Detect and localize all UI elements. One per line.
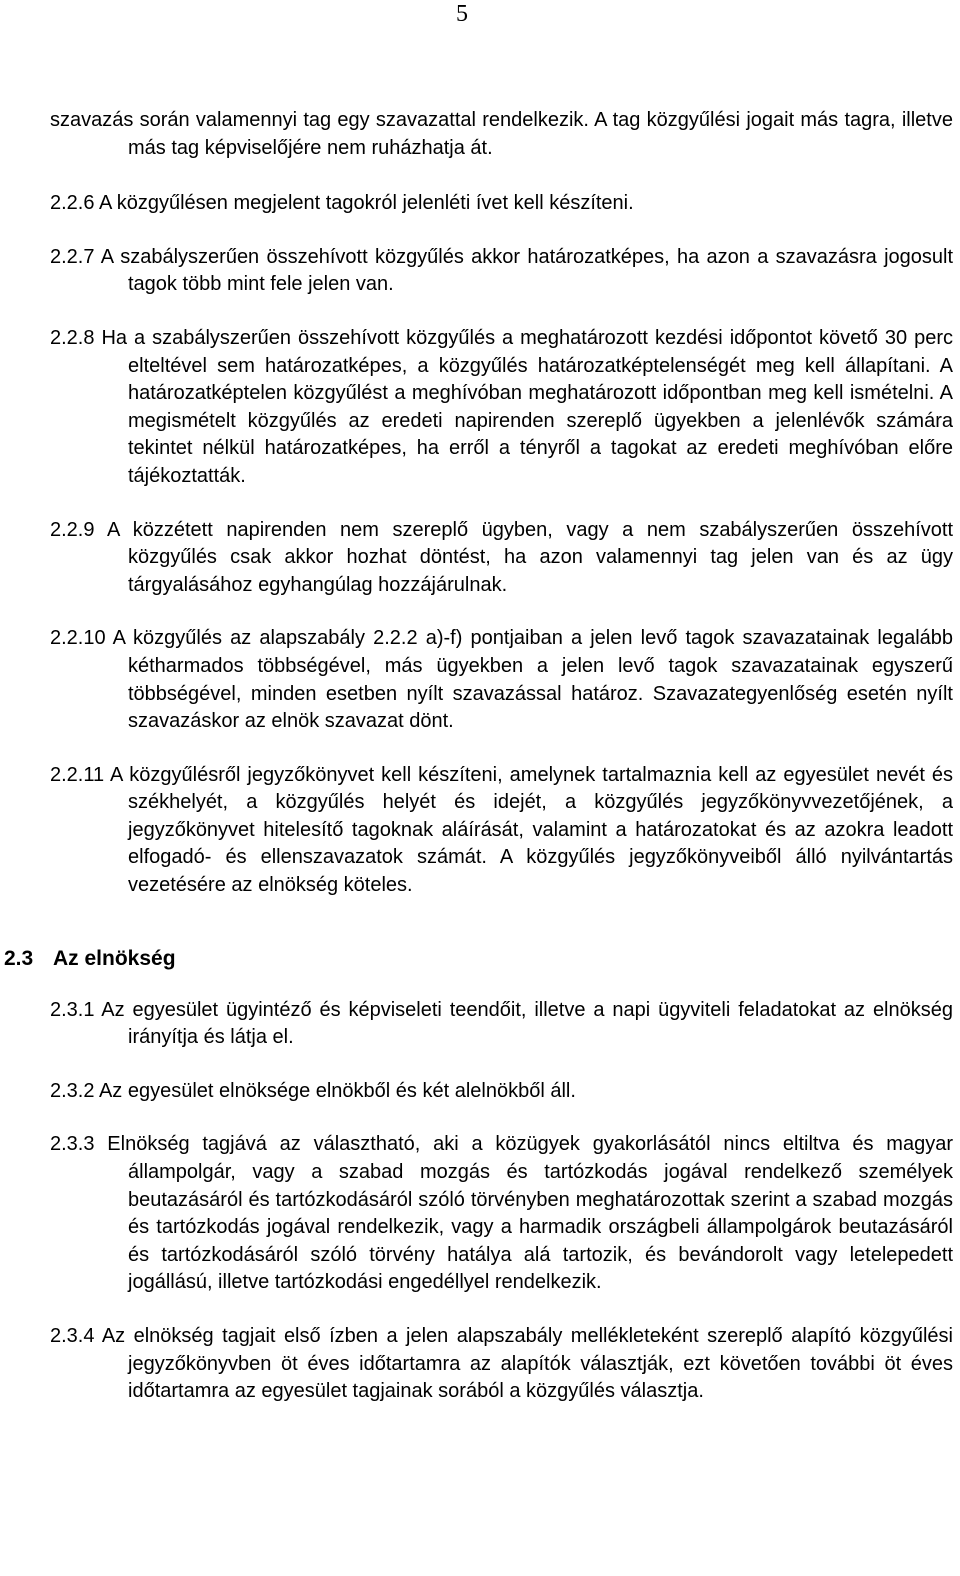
paragraph-text: A szabályszerűen összehívott közgyűlés akkor határozatképes, ha azon a szavazásra jogosult tagok több mint fele jelen van. [100, 245, 954, 296]
paragraph-2-2-9 [50, 517, 953, 600]
paragraph-2-3-4 [50, 1323, 953, 1406]
paragraph-number: 2.3.1 [50, 998, 95, 1021]
paragraph-2-2-10 [50, 625, 953, 735]
paragraph-text: Ha a szabályszerűen összehívott közgyűlés a meghatározott kezdési időpontot követő 30 perc elteltével sem határozatképes, a közgyűlés határozatképtelenségét meg kell állapítani. A határozatképtelen közgyűlést a meghívóban meghatározott időpontban meg kell ismételni. A megismételt közgyűlés az eredeti napirenden szereplő ügyekben a jelenlévők számára tekintet nélkül határozatképes, ha erről a tényről a tagokat az eredeti meghívóban előre tájékoztatták. [101, 326, 953, 487]
document-body [4, 107, 954, 1432]
intro-paragraph: szavazás során valamennyi tag egy szavazattal rendelkezik. A tag közgyűlési jogait más tagra, illetve más tag képviselőjére nem ruházhatja át. [50, 109, 953, 159]
paragraph-number: 2.2.9 [50, 518, 95, 541]
heading-title: Az elnökség [53, 946, 176, 970]
paragraph-number: 2.2.6 [50, 192, 95, 215]
paragraph-text: A közzétett napirenden nem szereplő ügyben, vagy a nem szabályszerűen összehívott közgyűlés csak akkor hozhat döntést, ha azon valamennyi tag jelen van és az ügy tárgyalásához egyhangúlag hozzájárulnak. [106, 518, 954, 596]
paragraph-2-2-8 [50, 325, 953, 491]
section-2-2 [50, 190, 953, 899]
paragraph-number: 2.2.10 [50, 627, 106, 650]
paragraph-number: 2.3.3 [50, 1133, 95, 1156]
paragraph-number: 2.3.2 [50, 1079, 95, 1102]
paragraph-text: Az egyesület ügyintéző és képviseleti teendőit, illetve a napi ügyviteli feladatokat az elnökség irányítja és látja el. [101, 998, 953, 1049]
paragraph-2-3-2 [50, 1078, 953, 1106]
paragraph-2-2-11 [50, 762, 953, 900]
paragraph-text: Az egyesület elnöksége elnökből és két alelnökből áll. [98, 1079, 576, 1102]
paragraph-number: 2.3.4 [50, 1325, 95, 1347]
paragraph-text: A közgyűlés az alapszabály 2.2.2 a)-f) pontjaiban a jelen levő tagok szavazatainak legalább kétharmados többségével, más ügyekben a jelen levő tagok szavazatainak egyszerű többségével, minden esetben nyílt szavazással határoz. Szavazategyenlőség esetén nyílt szavazáskor az elnök szavazat dönt. [112, 627, 954, 733]
paragraph-text: Az elnökség tagjait első ízben a jelen alapszabály mellékleteként szereplő alapító közgyűlési jegyzőkönyvben öt éves időtartamra az alapítók választják, ezt követően további öt éves időtartamra az egyesület tagjainak sorából a közgyűlés választja. [101, 1325, 953, 1403]
paragraph-text: A közgyűlésről jegyzőkönyvet kell készíteni, amelynek tartalmaznia kell az egyesület nevét és székhelyét, a közgyűlés helyét és idejét, a közgyűlés jegyzőkönyvvezetőjének, a jegyzőkönyvet hitelesítő tagoknak aláírását, valamint a határozatokat és az azokra leadott elfogadó- és ellenszavazatok számát. A közgyűlés jegyzőkönyveiből álló nyilvántartás vezetésére az elnökség köteles. [110, 763, 953, 897]
heading-number: 2.3 [4, 946, 34, 970]
paragraph-number: 2.2.8 [50, 326, 95, 349]
paragraph-number: 2.2.11 [50, 763, 105, 786]
paragraph-2-2-7 [50, 244, 953, 299]
paragraph-text: Elnökség tagjává az választható, aki a közügyek gyakorlásától nincs eltiltva és magyar állampolgár, vagy a szabad mozgás és tartózkodás jogával rendelkező személyek beutazásáról és tartózkodásáról szóló törvényben meghatározottak szerint a szabad mozgás és tartózkodás jogával rendelkezik, vagy a harmadik országbeli állampolgárok beutazásáról és tartózkodásáról szóló törvény hatálya alá tartozik, és bevándorolt vagy letelepedett jogállású, illetve tartózkodási engedéllyel rendelkezik. [107, 1133, 953, 1294]
paragraph-2-3-1 [50, 997, 953, 1052]
section-2-3 [50, 997, 953, 1406]
paragraph-2-2-6 [50, 190, 953, 218]
paragraph-text: A közgyűlésen megjelent tagokról jelenléti ívet kell készíteni. [98, 192, 634, 215]
paragraph-2-3-3 [50, 1131, 953, 1297]
paragraph-number: 2.2.7 [50, 245, 95, 268]
page-number: 5 [456, 1, 468, 27]
section-heading-2-3 [4, 945, 953, 973]
